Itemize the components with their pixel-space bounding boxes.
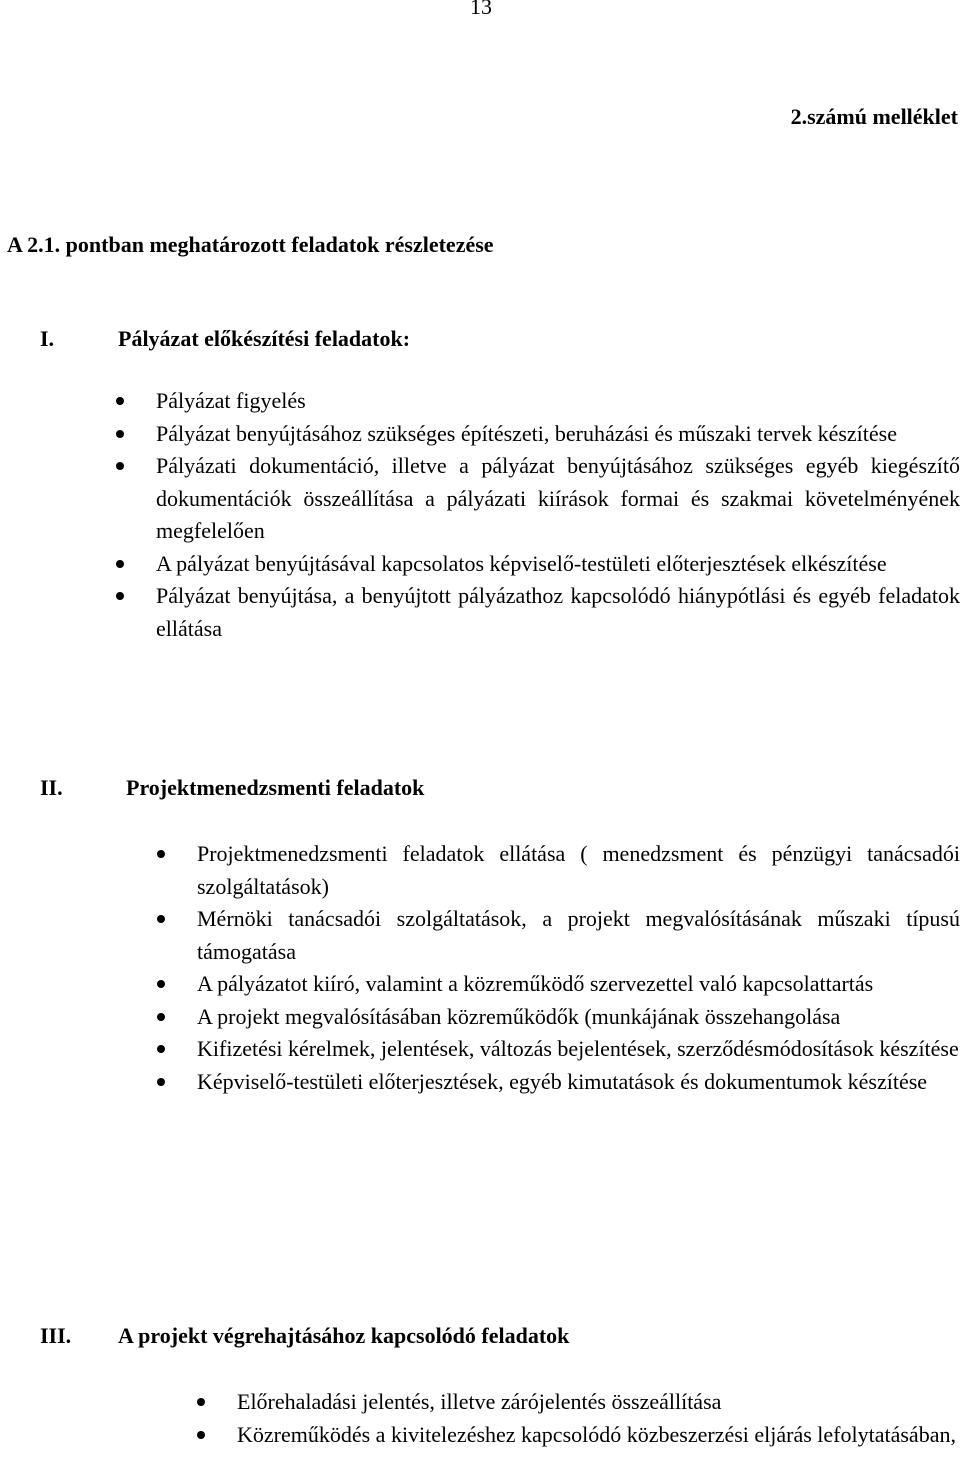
section-heading-3: [40, 1323, 740, 1353]
bullet-icon: [157, 1078, 165, 1086]
list-item-text: Mérnöki tanácsadói szolgáltatások, a projekt megvalósításának műszaki típusú támogatása: [197, 906, 960, 964]
document-heading: A 2.1. pontban meghatározott feladatok részletezése: [7, 232, 494, 257]
section-title: Projektmenedzsmenti feladatok: [126, 775, 425, 800]
list-item: [116, 548, 960, 581]
section-number: I.: [40, 326, 55, 351]
bullet-icon: [116, 430, 124, 438]
section-2-list: [157, 838, 960, 1098]
page-number: 13: [470, 0, 492, 19]
section-title: Pályázat előkészítési feladatok:: [118, 326, 411, 351]
list-item: [157, 1033, 960, 1066]
section-heading-2: [40, 775, 740, 805]
section-number: III.: [40, 1323, 72, 1348]
list-item-text: Projektmenedzsmenti feladatok ellátása ( menedzsment és pénzügyi tanácsadói szolgáltatások): [197, 841, 960, 899]
list-item: [116, 418, 960, 451]
list-item-text: Pályázati dokumentáció, illetve a pályázat benyújtásához szükséges egyéb kiegészítő dokumentációk összeállítása a pályázati kiírások formai és szakmai követelményének megfelelően: [156, 453, 960, 543]
section-1-list: [116, 385, 960, 645]
section-heading-1: [40, 326, 740, 356]
list-item: [157, 838, 960, 903]
list-item: [157, 968, 960, 1001]
annex-title: 2.számú melléklet: [790, 104, 958, 129]
bullet-icon: [116, 592, 124, 600]
list-item: [116, 580, 960, 645]
bullet-icon: [157, 850, 165, 858]
list-item-text: A pályázatot kiíró, valamint a közreműködő szervezettel való kapcsolattartás: [197, 971, 874, 996]
list-item: [157, 903, 960, 968]
bullet-icon: [157, 980, 165, 988]
list-item: [157, 1066, 960, 1099]
bullet-icon: [157, 915, 165, 923]
list-item-text: Előrehaladási jelentés, illetve zárójelentés összeállítása: [237, 1389, 722, 1414]
section-title: A projekt végrehajtásához kapcsolódó feladatok: [118, 1323, 570, 1348]
list-item-text: A pályázat benyújtásával kapcsolatos képviselő-testületi előterjesztések elkészítése: [156, 550, 887, 576]
list-item-text: Közreműködés a kivitelezéshez kapcsolódó közbeszerzési eljárás lefolytatásában,: [237, 1421, 956, 1447]
list-item: [197, 1386, 960, 1419]
section-3-list: [197, 1386, 960, 1451]
list-item: [116, 450, 960, 548]
list-item-text: Pályázat benyújtásához szükséges építészeti, beruházási és műszaki tervek készítése: [156, 420, 897, 446]
bullet-icon: [157, 1013, 165, 1021]
bullet-icon: [157, 1045, 165, 1053]
list-item: [157, 1001, 960, 1034]
bullet-icon: [116, 560, 124, 568]
section-number: II.: [40, 775, 63, 800]
list-item-text: Képviselő-testületi előterjesztések, egyéb kimutatások és dokumentumok készítése: [197, 1068, 928, 1094]
list-item-text: Pályázat figyelés: [156, 388, 306, 413]
list-item: [116, 385, 960, 418]
list-item-text: Kifizetési kérelmek, jelentések, változás bejelentések, szerződésmódosítások készítése: [197, 1036, 959, 1061]
list-item: [197, 1419, 960, 1452]
bullet-icon: [197, 1431, 205, 1439]
list-item-text: A projekt megvalósításában közreműködők (munkájának összehangolása: [197, 1003, 841, 1029]
bullet-icon: [116, 462, 124, 470]
bullet-icon: [116, 397, 124, 405]
list-item-text: Pályázat benyújtása, a benyújtott pályázathoz kapcsolódó hiánypótlási és egyéb feladatok ellátása: [156, 583, 960, 641]
bullet-icon: [197, 1398, 205, 1406]
